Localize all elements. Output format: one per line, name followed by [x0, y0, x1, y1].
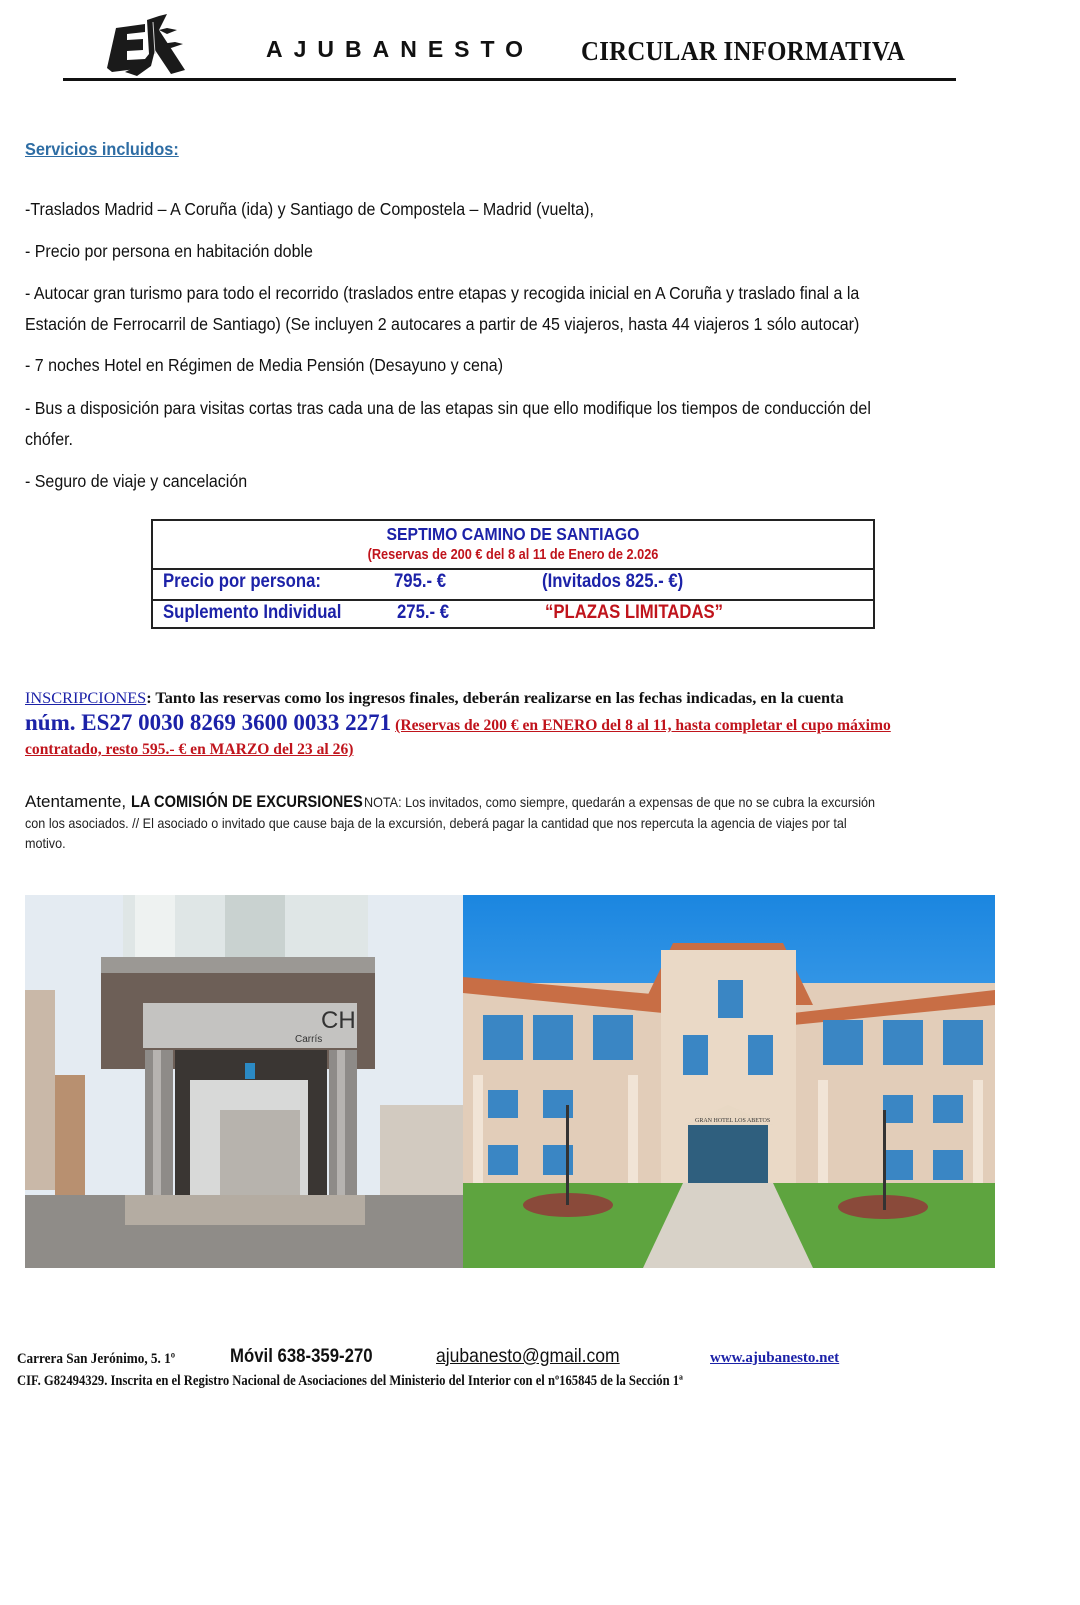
- footer-website-link[interactable]: www.ajubanesto.net: [710, 1350, 840, 1366]
- note-text: motivo.: [25, 835, 66, 851]
- header-divider: [63, 78, 956, 81]
- service-line: - Bus a disposición para visitas cortas tras cada una de las etapas sin que ello modifique los tiempos de conducción del: [25, 398, 871, 418]
- registration-colon: :: [146, 688, 152, 707]
- reservation-dates: (Reservas de 200 € del 8 al 11 de Enero de 2.026: [367, 547, 659, 563]
- signature-line: [25, 792, 932, 812]
- price-table: [151, 519, 875, 629]
- footer-email-link[interactable]: ajubanesto@gmail.com: [436, 1345, 620, 1367]
- limited-places-notice: “PLAZAS LIMITADAS”: [545, 602, 724, 623]
- deadline-text-continued: contratado, resto 595.- € en MARZO del 23 al 26): [25, 741, 354, 758]
- table-row-supplement: [153, 599, 873, 628]
- trip-title: SEPTIMO CAMINO DE SANTIAGO: [386, 524, 640, 544]
- price-label: Precio por persona:: [163, 571, 321, 592]
- footer-mobile: Móvil 638-359-270: [230, 1345, 373, 1367]
- committee-name: LA COMISIÓN DE EXCURSIONES: [130, 792, 363, 811]
- svg-text:Carrís: Carrís: [295, 1034, 323, 1045]
- hotel-photo-carris: [25, 895, 463, 1268]
- deadline-text: (Reservas de 200 € en ENERO del 8 al 11, hasta completar el cupo máximo: [395, 717, 891, 734]
- service-line: - Precio por persona en habitación doble: [25, 241, 313, 261]
- service-line: - Autocar gran turismo para todo el recorrido (traslados entre etapas y recogida inicial en A Coruña y traslado final a la: [25, 283, 860, 303]
- registration-label: INSCRIPCIONES: [25, 688, 147, 707]
- note-text: con los asociados. // El asociado o invitado que cause baja de la excursión, deberá pagar la cantidad que nos repercuta la agencia de viajes por tal: [25, 815, 847, 831]
- hotel-sign-text: GRAN HOTEL LOS ABETOS: [695, 1118, 771, 1124]
- document-type-title: CIRCULAR INFORMATIVA: [581, 36, 906, 66]
- footer-registry: CIF. G82494329. Inscrita en el Registro Nacional de Asociaciones del Ministerio del Interior con el nº165845 de la Sección 1ª: [17, 1373, 683, 1389]
- service-line: - 7 noches Hotel en Régimen de Media Pensión (Desayuno y cena): [25, 355, 504, 375]
- account-label: núm.: [25, 710, 82, 735]
- account-number: ES27 0030 8269 3600 0033 2271: [81, 710, 392, 735]
- account-line: [25, 710, 891, 736]
- org-name: AJUBANESTO: [266, 36, 535, 62]
- service-line: chófer.: [25, 429, 73, 449]
- supplement-label: Suplemento Individual: [163, 602, 342, 623]
- service-line: -Traslados Madrid – A Coruña (ida) y Santiago de Compostela – Madrid (vuelta),: [25, 199, 594, 219]
- signature-greeting: Atentamente,: [25, 792, 131, 811]
- footer-contact: [17, 1345, 840, 1368]
- registration-intro: [25, 688, 844, 708]
- service-line: - Seguro de viaje y cancelación: [25, 471, 248, 491]
- price-value: 795.- €: [394, 571, 447, 592]
- ajubanesto-logo: [97, 10, 232, 80]
- supplement-value: 275.- €: [397, 602, 450, 623]
- hotel-photo-los-abetos: [463, 895, 995, 1268]
- sign-text: CH: [321, 1007, 356, 1034]
- footer-address: Carrera San Jerónimo, 5. 1º: [17, 1351, 176, 1367]
- note-text: NOTA: Los invitados, como siempre, quedarán a expensas de que no se cubra la excursión: [364, 794, 876, 810]
- table-row-price: [153, 568, 873, 601]
- services-heading: Servicios incluidos:: [25, 139, 179, 159]
- table-row-title: [153, 521, 873, 570]
- service-line: Estación de Ferrocarril de Santiago) (Se incluyen 2 autocares a partir de 45 viajeros, hasta 44 viajeros 1 sólo autocar): [25, 314, 860, 334]
- logo-icon: [97, 10, 232, 80]
- guest-price: (Invitados 825.- €): [542, 571, 684, 592]
- registration-text: Tanto las reservas como los ingresos finales, deberán realizarse en las fechas indicadas, en la cuenta: [151, 688, 844, 707]
